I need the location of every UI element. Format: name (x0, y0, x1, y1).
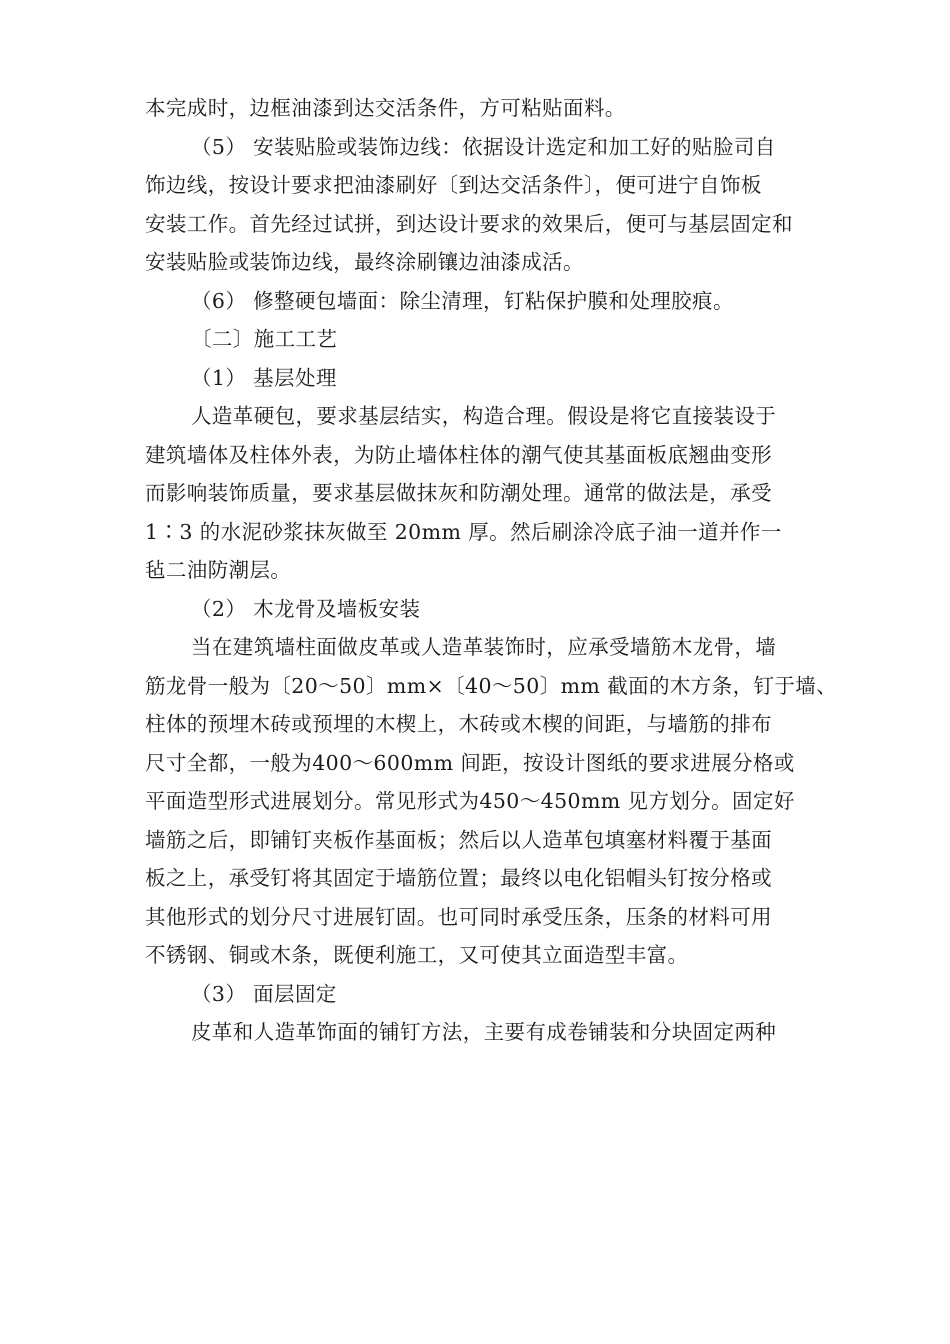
text-line: （1） 基层处理 (191, 365, 337, 390)
subheading-surface-fixing (145, 975, 815, 1014)
text-line: 平面造型形式进展划分。常见形式为450～450mm 见方划分。固定好 (145, 789, 795, 813)
text-line: 〔二〕施工工艺 (191, 327, 338, 351)
text-line: 1∶3 的水泥砂浆抹灰做至 20mm 厚。然后刷涂冷底子油一道并作一 (145, 519, 782, 544)
text-line: （5） 安装贴脸或装饰边线：依据设计选定和加工好的贴脸司自 (191, 134, 776, 159)
text-line: 安装工作。首先经过试拼，到达设计要求的效果后，便可与基层固定和 (145, 211, 793, 236)
text-line: 板之上，承受钉将其固定于墙筋位置；最终以电化铝帽头钉按分格或 (145, 866, 772, 890)
text-line: 安装贴脸或装饰边线，最终涂刷镶边油漆成活。 (145, 250, 584, 274)
paragraph-finish-wall (145, 282, 815, 321)
text-line: 饰边线，按设计要求把油漆刷好〔到达交活条件〕，便可进宁自饰板 (145, 173, 762, 197)
subheading-keel-installation (145, 590, 815, 629)
text-line: 本完成时，边框油漆到达交活条件，方可粘贴面料。 (145, 96, 626, 120)
paragraph-continuation (145, 89, 815, 128)
paragraph-keel-installation (145, 628, 815, 667)
text-line: 皮革和人造革饰面的铺钉方法，主要有成卷铺装和分块固定两种 (191, 1020, 777, 1044)
paragraph-base-treatment (145, 397, 815, 436)
text-line: （6） 修整硬包墙面：除尘清理，钉粘保护膜和处理胶痕。 (191, 288, 734, 313)
paragraph-keel-installation-cont (145, 667, 838, 975)
text-line: （3） 面层固定 (191, 981, 337, 1006)
text-line: 尺寸全都，一般为400～600mm 间距，按设计图纸的要求进展分格或 (145, 750, 795, 775)
paragraph-surface-fixing (145, 1013, 815, 1052)
text-line: 当在建筑墙柱面做皮革或人造革装饰时，应承受墙筋木龙骨，墙 (191, 635, 777, 659)
section-heading-construction-process (145, 320, 815, 359)
paragraph-install-trim-cont (145, 166, 815, 282)
text-line: 不锈钢、铜或木条，既便利施工，又可使其立面造型丰富。 (145, 943, 689, 967)
text-line: （2） 木龙骨及墙板安装 (191, 596, 421, 621)
text-line: 而影响装饰质量，要求基层做抹灰和防潮处理。通常的做法是，承受 (145, 481, 772, 505)
text-line: 柱体的预埋木砖或预埋的木楔上，木砖或木楔的间距，与墙筋的排布 (145, 712, 772, 736)
document-body (145, 89, 838, 1052)
text-line: 墙筋之后，即铺钉夹板作基面板；然后以人造革包填塞材料覆于基面 (145, 827, 772, 852)
paragraph-install-trim (145, 128, 815, 167)
text-line: 建筑墙体及柱体外表，为防止墙体柱体的潮气使其基面板底翘曲变形 (145, 442, 772, 467)
text-line: 毡二油防潮层。 (145, 558, 292, 582)
subheading-base-treatment (145, 359, 815, 398)
text-line: 人造革硬包，要求基层结实，构造合理。假设是将它直接装设于 (191, 404, 777, 428)
text-line: 其他形式的划分尺寸进展钉固。也可同时承受压条，压条的材料可用 (145, 904, 772, 929)
paragraph-base-treatment-cont (145, 436, 815, 590)
text-line: 筋龙骨一般为〔20～50〕mm×〔40～50〕mm 截面的木方条，钉于墙、 (145, 673, 838, 698)
